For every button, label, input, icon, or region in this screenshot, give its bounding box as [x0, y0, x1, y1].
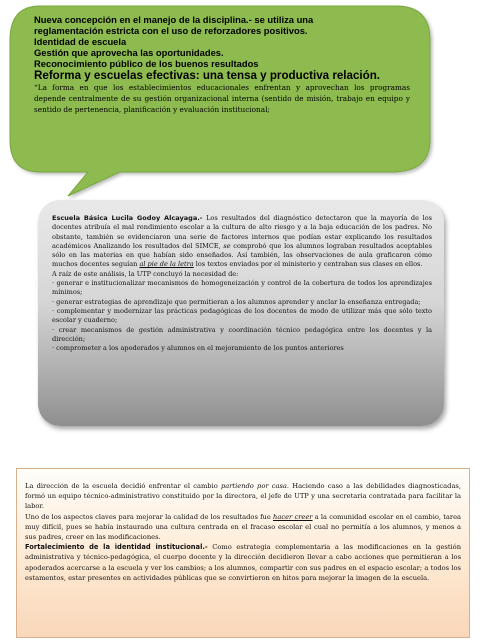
heading-line: Reconocimiento público de los buenos resultados	[34, 58, 259, 69]
bullet-item: · complementar y modernizar las prácticas pedagógicas de los docentes de modo de utilizar más que sólo texto escolar y cuaderno;	[52, 306, 432, 325]
bullet-item: · generar e institucionalizar mecanismos de homogeneización y control de la cobertura de todos los aprendizajes mínimos;	[52, 279, 432, 297]
p1-text: La dirección de la escuela decidió enfrentar el cambio	[25, 482, 221, 490]
p1-italic: partiendo por casa	[220, 482, 287, 490]
intro-text-2: comprobó que los alumnos lograban resultados aceptables sólo en las materias en que habían sido enseñados. Así también, las observaciones de aula graficaron cómo muchos docentes seguían	[52, 241, 432, 269]
diagnosis-text	[52, 214, 432, 353]
school-diagnosis-box	[38, 200, 444, 426]
management-change-box	[16, 468, 470, 638]
heading-line: Nueva concepción en el manejo de la disciplina.- se utiliza una	[34, 14, 314, 25]
heading-line: Gestión que aprovecha las oportunidades.	[34, 47, 224, 58]
green-speech-bubble	[0, 0, 436, 200]
p2-italic: hacer creer	[273, 512, 313, 521]
big-heading: Reforma y escuelas efectivas: una tensa y productiva relación.	[34, 69, 381, 82]
management-text	[25, 481, 461, 583]
bullet-item: · crear mecanismos de gestión administrativa y coordinación técnico pedagógica entre los docentes y la dirección;	[52, 325, 432, 343]
bullet-item: · generar estrategias de aprendizaje que permitieran a los alumnos aprender y anclar la enseñanza entregada;	[52, 297, 421, 306]
green-bubble-text	[34, 14, 410, 115]
p3-text: Como estrategia complementaria a las modificaciones en la gestión administrativa y técnico-pedagógica, el cuerpo docente y la dirección decidieron llevar a cabo acciones que permitieran a los apoderados acercarse a la escuela y ver los cambios; a los alumnos, compartir con sus padres en el espacio escolar; a todos los estamentos, estar presentes en actividades públicas que se convirtieron en hitos para mejorar la imagen de la escuela.	[25, 543, 462, 582]
intro-italic: se	[223, 241, 231, 250]
intro-italic-2: al pie de la letra	[139, 260, 194, 269]
bullet-item: · comprometer a los apoderados y alumnos en el mejoramiento de los puntos anteriores	[52, 344, 344, 353]
paragraph-2	[25, 512, 461, 543]
paragraph-3	[25, 542, 461, 583]
p1-text-2: . Haciendo caso a las debilidades diagnosticadas, formó un equipo técnico-administrativo constituido por la directora, el jefe de UTP y una secretaria contratada para facilitar la labor.	[25, 482, 461, 511]
heading-line: reglamentación estricta con el uso de reforzadores positivos.	[34, 25, 308, 36]
p2-text-2: a la comunidad escolar en el cambio, tarea muy difícil, pues se había instaurado una cultura centrada en el fracaso escolar el cual no permitía a los alumnos, y menos a sus padres, creer en las modificaciones.	[25, 512, 462, 542]
intro-paragraph	[52, 214, 432, 270]
identity-heading: Fortalecimiento de la identidad institucional.-	[25, 543, 208, 552]
quote-text: “La forma en que los establecimientos educacionales enfrentan y aprovechan los programas depende centralmente de su gestión organizacional interna (sentido de misión, trabajo en equipo y sentido de pertenencia, planificación y evaluación institucional;	[34, 83, 410, 114]
school-name: Escuela Básica Lucila Godoy Alcayaga.-	[52, 214, 203, 222]
intro-text: Los resultados del diagnóstico detectaron que la mayoría de los docentes atribuía el mal rendimiento escolar a la cultura de alto riesgo y a la baja educación de los padres. No obstante, también se evidenciaron una serie de factores internos que podían estar explicando los resultados académicos Analizando los resultados del SIMCE,	[52, 214, 432, 250]
p2-text: Uno de los aspectos claves para mejorar la calidad de los resultados fue	[25, 512, 274, 521]
heading-line: Identidad de escuela	[34, 36, 127, 47]
intro-text-3: los textos enviados por el ministerio y centraban sus clases en ellos.	[193, 260, 423, 269]
lead-text: A raíz de este análisis, la UTP concluyó la necesidad de:	[52, 269, 239, 278]
paragraph-1	[25, 481, 461, 512]
